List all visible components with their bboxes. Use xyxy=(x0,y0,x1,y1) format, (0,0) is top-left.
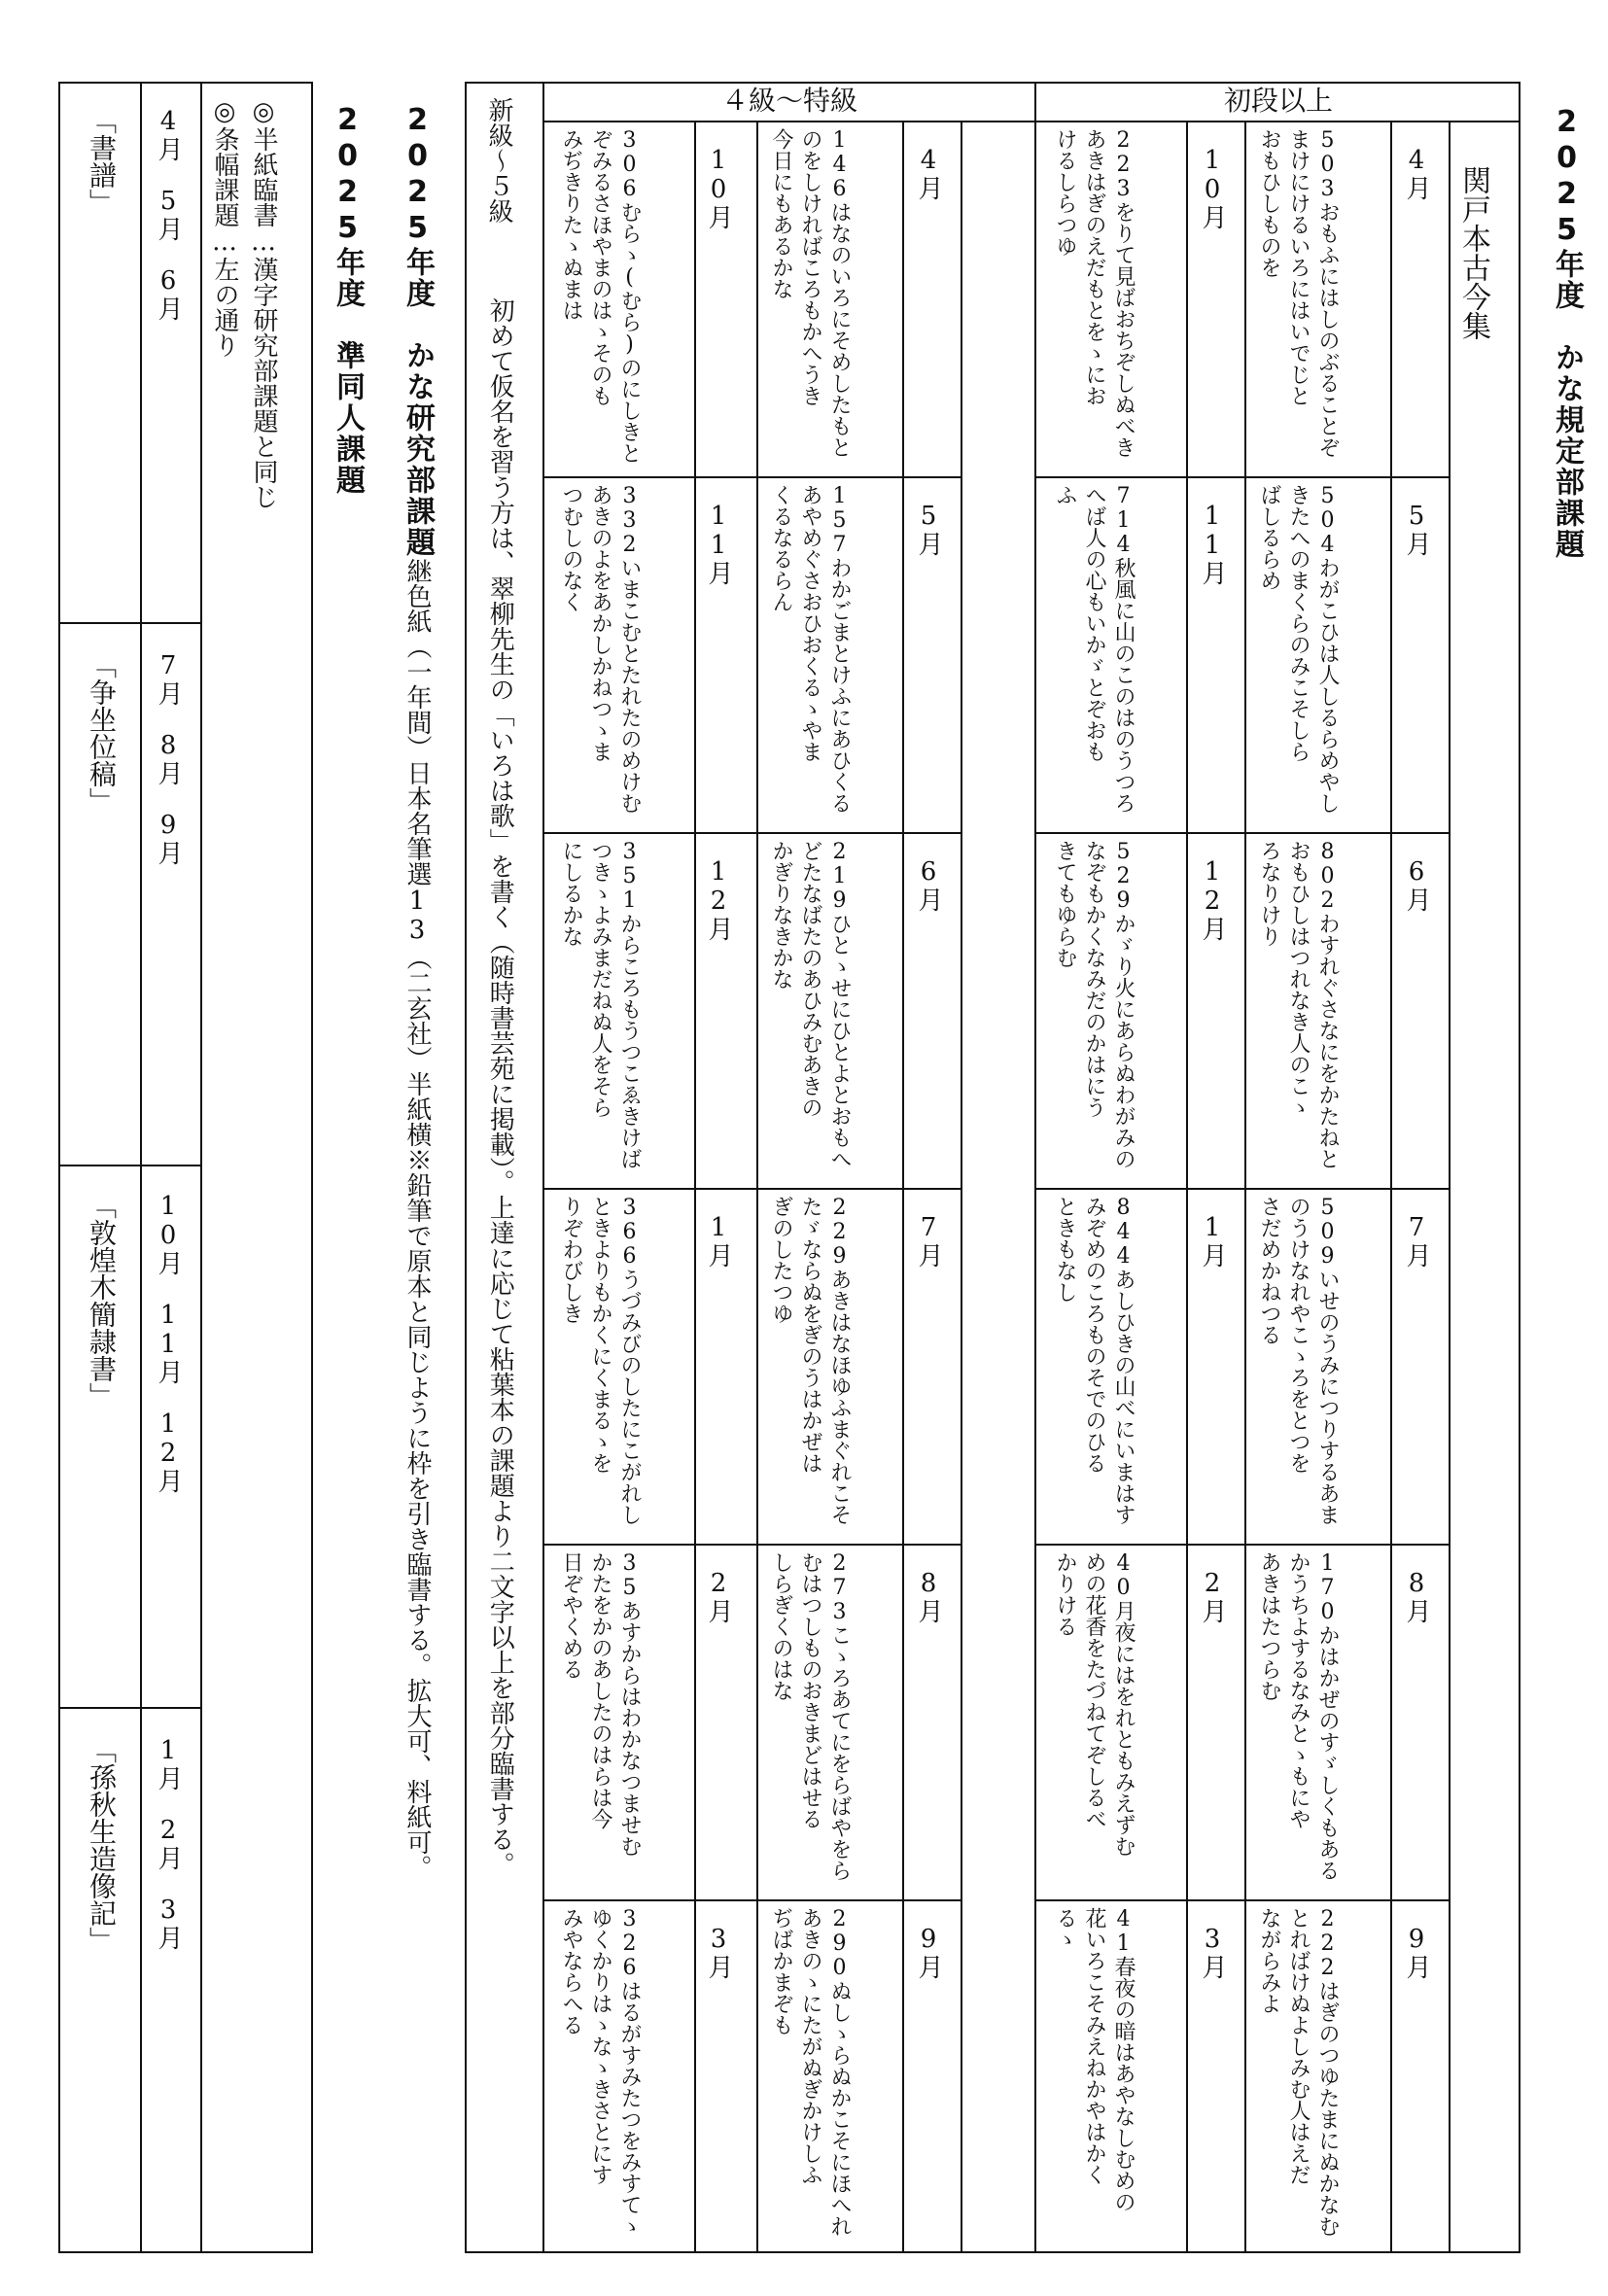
research-text: 継色紙（一年間）日本名筆選13（二玄社）半紙横※鉛筆で原本と同じように枠を引き臨書する。拡大可、料紙可。 xyxy=(402,558,432,1880)
kokin-bottom-month: 12月 xyxy=(1198,857,1227,941)
wakan-bottom-month: 10月 xyxy=(704,146,733,229)
kokin-top-month: 7月 xyxy=(1402,1213,1431,1268)
wakan-month-divider-top xyxy=(902,121,904,2253)
beginner-label: 新級～５級 xyxy=(484,97,513,224)
kokin-bottom-month: 2月 xyxy=(1198,1569,1227,1623)
jundojin-note: ◎条幅課題…左の通り xyxy=(210,97,239,358)
wakan-bottom-month: 11月 xyxy=(704,502,733,585)
jundojin-work: 「書譜」 xyxy=(86,107,118,216)
jundojin-note: ◎半紙臨書…漢字研究部課題と同じ xyxy=(249,97,278,509)
wakan-top-month: 9月 xyxy=(914,1925,943,1979)
wakan-top-poem: 219ひとゝせにひとよとおもへ どたなばたのあひみむあきの かぎりなきかな xyxy=(769,840,852,1169)
kokin-top-poem: 802わすれぐさなにをかたねと おもひしはつれなき人のこゝ ろなりけり xyxy=(1257,840,1340,1169)
wakan-top-poem: 146はなのいろにそめしたもと のをしければころもかへうき 今日にもあるかな xyxy=(769,128,852,458)
kokin-bottom-poem: 41春夜の暗はあやなしむめの 花いろこそみえねかやはかく るゝ xyxy=(1053,1907,1136,2212)
kokin-bottom-month: 10月 xyxy=(1198,146,1227,229)
wakan-top-poem: 290ぬしゝらぬかこそにほへれ あきのゝにたがぬぎかけしふ ぢばかまぞも xyxy=(769,1907,852,2237)
research-title: 2025年度 かな研究部課題 xyxy=(401,103,435,558)
kokin-bottom-poem: 40月夜にはをれともみえずむ めの花香をたづねてぞしるべ かりける xyxy=(1053,1551,1136,1857)
wakan-bottom-month: 3月 xyxy=(704,1925,733,1979)
kokin-top-poem: 503おもふにはしのぶることぞ まけにけるいろにはいでじと おもひしものを xyxy=(1257,128,1340,458)
kokin-bottom-poem: 529かゞり火にあらぬわがみの なぞもかくなみだのかはにう きてもゆらむ xyxy=(1053,840,1136,1169)
group-label-4kyu: ４級～特級 xyxy=(720,85,857,117)
beginner-text: 初めて仮名を習う方は、翠柳先生の「いろは歌」を書く（随時書芸苑に掲載）。上達に応じて粘葉本の課題より二文字以上を部分臨書する。 xyxy=(485,297,515,1877)
wakan-bottom-month: 12月 xyxy=(704,857,733,941)
kokin-bottom-month: 11月 xyxy=(1198,502,1227,585)
beginner-divider xyxy=(542,82,544,2253)
jundojin-row-divider xyxy=(58,1707,202,1709)
kokin-bottom-month: 3月 xyxy=(1198,1925,1227,1979)
kokin-bottom-poem: 223をりて見ばおちぞしぬべき あきはぎのえだもとをゝにお けるしらつゆ xyxy=(1053,128,1136,458)
wakan-top-month: 6月 xyxy=(914,857,943,912)
wakan-bottom-poem: 332いまこむとたれたのめけむ あきのよをあかしかねつゝま つむしのなく xyxy=(559,484,642,814)
wakan-top-poem: 157わかごまとけふにあひくる あやめぐさおひおくるゝやま くるなるらん xyxy=(769,484,852,814)
wakan-bottom-poem: 306むらゝ(むら)のにしきと ぞみるさほやまのはゝそのも みぢきりたゝぬまは xyxy=(559,128,642,464)
wakan-top-month: 7月 xyxy=(914,1213,943,1268)
jundojin-work: 「孫秋生造像記」 xyxy=(86,1736,118,1954)
kokin-bottom-month: 1月 xyxy=(1198,1213,1227,1268)
wakan-bottom-poem: 351からころもうつこゑきけば つきゝよみまだねぬ人をそら にしるかな xyxy=(559,840,642,1169)
kokin-top-month: 4月 xyxy=(1402,146,1431,200)
wakan-top-month: 8月 xyxy=(914,1569,943,1623)
jundojin-row-divider xyxy=(58,622,202,624)
kokin-bottom-poem: 844あしひきの山べにいまはす みぞめのころものそでのひる ときもなし xyxy=(1053,1196,1136,1525)
wakan-top-month: 4月 xyxy=(914,146,943,200)
group-label-shodan: 初段以上 xyxy=(1223,85,1333,117)
kokin-top-poem: 222はぎのつゆたまにぬかなむ とればけぬよしみむ人はえだ ながらみよ xyxy=(1257,1907,1340,2237)
jundojin-months: 1月 2月 3月 xyxy=(154,1736,183,1950)
kokin-top-month: 6月 xyxy=(1402,857,1431,912)
wakan-bottom-month: 1月 xyxy=(704,1213,733,1268)
kokin-sub-divider xyxy=(1244,121,1246,2253)
wakan-top-month: 5月 xyxy=(914,502,943,556)
kokin-top-month: 5月 xyxy=(1402,502,1431,556)
kokin-top-month: 8月 xyxy=(1402,1569,1431,1623)
kokin-month-divider-bottom xyxy=(1186,121,1188,2253)
wakan-bottom-poem: 326はるがすみたつをみすてゝ ゆくかりはゝなゝきさとにす みやならへる xyxy=(559,1907,642,2237)
wakan-month-divider-bottom xyxy=(694,121,696,2253)
jundojin-work-divider xyxy=(140,82,142,2253)
jundojin-months: 7月 8月 9月 xyxy=(154,651,183,865)
jundojin-work: 「争坐位稿」 xyxy=(86,651,118,815)
page-title-kana-kitei: 2025年度 かな規定部課題 xyxy=(1550,105,1584,560)
jundojin-notes-divider xyxy=(200,82,202,2253)
research-block xyxy=(401,103,435,2242)
kokin-top-poem: 170かはかぜのすゞしくもある かうちよするなみとゝもにや あきはたつらむ xyxy=(1257,1551,1340,1881)
wakan-top-poem: 273こゝろあてにをらばやをら むはつしものおきまどはせる しらぎくのはな xyxy=(769,1551,852,1881)
kokin-book-title: 関戸本古今集 xyxy=(1456,165,1490,340)
jundojin-title: 2025年度 準同人課題 xyxy=(331,103,365,496)
jundojin-row-divider xyxy=(58,1165,202,1166)
wakan-bottom-poem: 35あすからはわかなつませむ かたをかのあしたのはらは今 日ぞやくめる xyxy=(559,1551,642,1857)
wakan-top-poem: 229あきはなほゆふまぐれこそ たゞならぬをぎのうはかぜは ぎのしたつゆ xyxy=(769,1196,852,1525)
kokin-book-divider xyxy=(1449,121,1451,2253)
wakan-bottom-month: 2月 xyxy=(704,1569,733,1623)
kokin-month-divider-top xyxy=(1390,121,1392,2253)
jundojin-months: 10月 11月 12月 xyxy=(154,1192,183,1493)
wakan-bottom-poem: 366うづみびのしたにこがれし ときよりもかくにくまるゝを りぞわびしき xyxy=(559,1196,642,1525)
wakan-sub-divider xyxy=(756,121,758,2253)
group-divider xyxy=(1034,82,1036,2253)
kokin-top-month: 9月 xyxy=(1402,1925,1431,1979)
jundojin-months: 4月 5月 6月 xyxy=(154,107,183,321)
kokin-top-poem: 504わがこひは人しるらめやし きたへのまくらのみこそしら ばしるらめ xyxy=(1257,484,1340,814)
kokin-bottom-poem: 714秋風に山のこのはのうつろ へば人の心もいかゞとぞおも ふ xyxy=(1053,484,1136,814)
jundojin-work: 「敦煌木簡隷書」 xyxy=(86,1192,118,1409)
kokin-top-poem: 509いせのうみにつりするあま のうけなれやこゝろをとつを さだめかねつる xyxy=(1257,1196,1340,1525)
